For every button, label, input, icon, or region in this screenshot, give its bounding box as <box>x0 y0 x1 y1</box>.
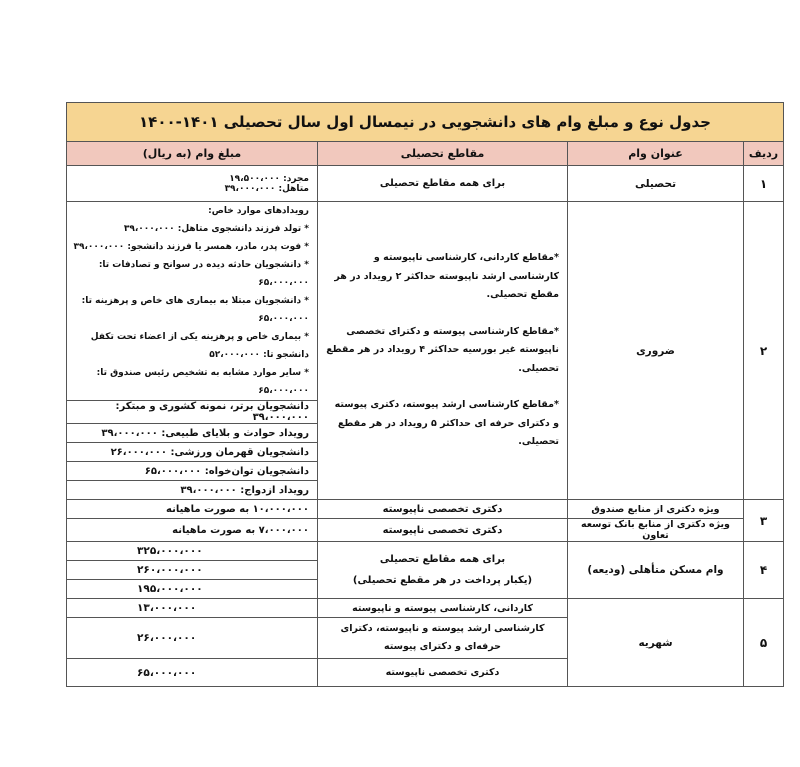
amount-cell: ۳۲۵،۰۰۰،۰۰۰ <box>67 542 318 561</box>
section-paragraph: *مقاطع کارشناسی ارشد پیوسته، دکتری پیوسته و دکترای حرفه ای حداکثر ۵ رویداد در هر مقطع تحصیلی. <box>334 399 559 448</box>
table-row <box>67 500 784 519</box>
row-number: ۵ <box>744 599 784 687</box>
row-number: ۴ <box>744 542 784 599</box>
amount-cell <box>67 202 318 401</box>
section-cell: کارشناسی ارشد پیوسته و ناپیوسته، دکترای حرفه‌ای و دکترای پیوسته <box>318 618 568 659</box>
amount-cell: رویداد حوادث و بلایای طبیعی: ۳۹،۰۰۰،۰۰۰ <box>67 424 318 443</box>
loan-title: وام مسکن متأهلی (ودیعه) <box>568 542 744 599</box>
amount-cell: دانشجویان توان‌خواه: ۶۵،۰۰۰،۰۰۰ <box>67 462 318 481</box>
amount-line: * فوت پدر، مادر، همسر یا فرزند دانشجو: ۳۹،۰۰۰،۰۰۰ <box>73 242 309 252</box>
amount-line: * دانشجویان حادثه دیده در سوانح و تصادفات تا: ۶۵،۰۰۰،۰۰۰ <box>98 260 309 288</box>
loan-table <box>66 102 784 687</box>
amount-cell: رویداد ازدواج: ۳۹،۰۰۰،۰۰۰ <box>67 481 318 500</box>
row-number: ۲ <box>744 202 784 500</box>
loan-title: ضروری <box>568 202 744 500</box>
amount-cell: ۱۰،۰۰۰،۰۰۰ به صورت ماهیانه <box>67 500 318 519</box>
amount-line: * سایر موارد مشابه به تشخیص رئیس صندوق تا: ۶۵،۰۰۰،۰۰۰ <box>96 368 309 396</box>
amount-line: * دانشجویان مبتلا به بیماری های خاص و پرهزینه تا: ۶۵،۰۰۰،۰۰۰ <box>81 296 309 324</box>
table-row <box>67 519 784 542</box>
amount-cell: ۷،۰۰۰،۰۰۰ به صورت ماهیانه <box>67 519 318 542</box>
header-radif: ردیف <box>744 142 784 166</box>
section-cell: دکتری تخصصی ناپیوسته <box>318 659 568 687</box>
section-paragraph: *مقاطع کارشناسی پیوسته و دکترای تخصصی ناپیوسته غیر بورسیه حداکثر ۴ رویداد در هر مقطع تحصیلی. <box>326 325 559 374</box>
section-cell <box>318 542 568 599</box>
loan-title: تحصیلی <box>568 166 744 202</box>
amount-line: متاهل: ۳۹،۰۰۰،۰۰۰ <box>224 183 309 194</box>
section-cell: دکتری تخصصی ناپیوسته <box>318 519 568 542</box>
amount-line: رویدادهای موارد خاص: <box>208 206 309 216</box>
amount-cell: ۲۶،۰۰۰،۰۰۰ <box>67 618 318 659</box>
amount-line: * تولد فرزند دانشجوی متاهل: ۳۹،۰۰۰،۰۰۰ <box>123 224 309 234</box>
table-row <box>67 542 784 561</box>
header-loan-title: عنوان وام <box>568 142 744 166</box>
table-row <box>67 599 784 618</box>
section-cell <box>318 202 568 500</box>
row-number: ۱ <box>744 166 784 202</box>
section-cell: کاردانی، کارشناسی پیوسته و ناپیوسته <box>318 599 568 618</box>
loan-table-frame <box>66 102 783 679</box>
section-line: (یکبار پرداخت در هر مقطع تحصیلی) <box>352 575 533 586</box>
header-row <box>67 142 784 166</box>
table-row <box>67 166 784 202</box>
amount-cell: ۱۳،۰۰۰،۰۰۰ <box>67 599 318 618</box>
amount-line: مجرد: ۱۹،۵۰۰،۰۰۰ <box>229 173 309 184</box>
title-row <box>67 103 784 142</box>
header-amount: مبلغ وام (به ریال) <box>67 142 318 166</box>
section-cell: دکتری تخصصی ناپیوسته <box>318 500 568 519</box>
amount-cell: دانشجویان قهرمان ورزشی: ۲۶،۰۰۰،۰۰۰ <box>67 443 318 462</box>
amount-cell: ۲۶۰،۰۰۰،۰۰۰ <box>67 561 318 580</box>
section-cell: برای همه مقاطع تحصیلی <box>318 166 568 202</box>
section-paragraph: *مقاطع کاردانی، کارشناسی ناپیوسته و کارشناسی ارشد ناپیوسته حداکثر ۲ رویداد در هر مقطع تحصیلی. <box>334 252 559 301</box>
table-title: جدول نوع و مبلغ وام های دانشجویی در نیمسال اول سال تحصیلی ۱۴۰۱-۱۴۰۰ <box>67 103 784 142</box>
amount-cell: ۶۵،۰۰۰،۰۰۰ <box>67 659 318 687</box>
amount-cell <box>67 166 318 202</box>
amount-line: * بیماری خاص و پرهزینه یکی از اعضاء تحت تکفل دانشجو تا: ۵۲،۰۰۰،۰۰۰ <box>90 332 309 360</box>
header-sections: مقاطع تحصیلی <box>318 142 568 166</box>
row-number: ۳ <box>744 500 784 542</box>
section-line: برای همه مقاطع تحصیلی <box>379 554 506 565</box>
loan-title: ویژه دکتری از منابع صندوق <box>568 500 744 519</box>
amount-cell: ۱۹۵،۰۰۰،۰۰۰ <box>67 580 318 599</box>
table-row <box>67 202 784 401</box>
loan-title: ویژه دکتری از منابع بانک توسعه تعاون <box>568 519 744 542</box>
loan-title: شهریه <box>568 599 744 687</box>
amount-cell: دانشجویان برتر، نمونه کشوری و مبتکر: ۳۹،۰۰۰،۰۰۰ <box>67 401 318 424</box>
